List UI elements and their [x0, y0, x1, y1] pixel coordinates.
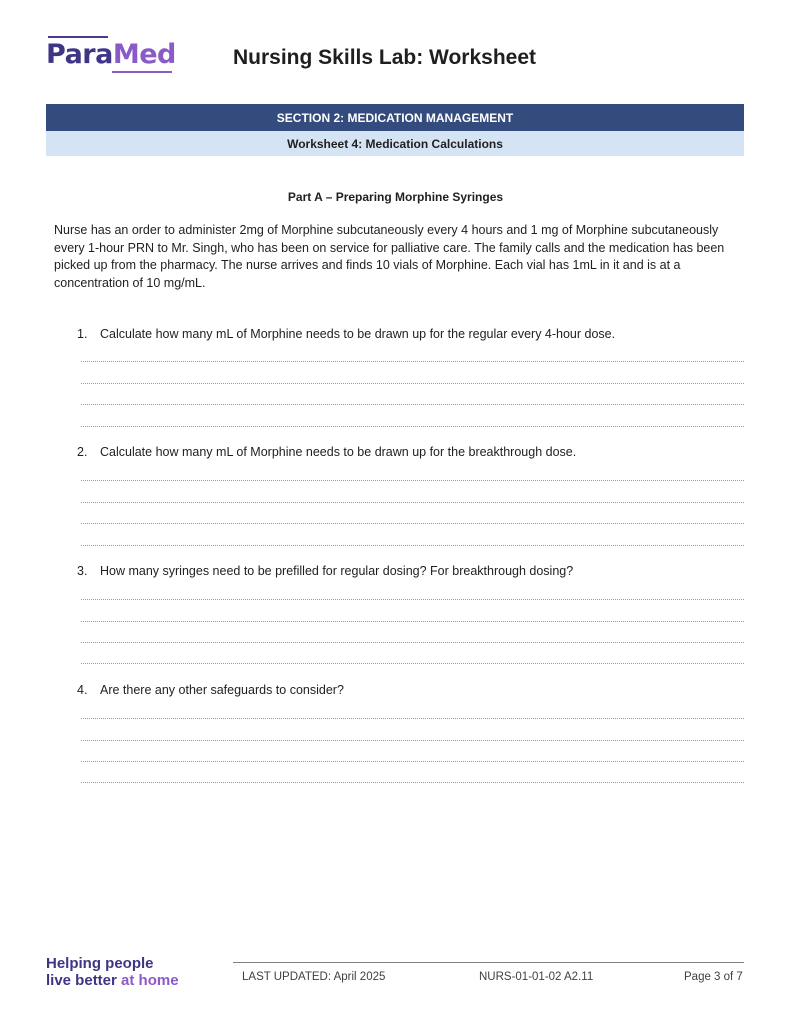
worksheet-banner: [46, 131, 744, 156]
last-updated: LAST UPDATED: April 2025: [242, 971, 386, 983]
part-a-title: Part A – Preparing Morphine Syringes: [287, 190, 504, 204]
worksheet-title: Worksheet 4: Medication Calculations: [287, 136, 503, 151]
question-number: 1.: [77, 327, 88, 341]
question-1-text: [77, 326, 744, 342]
answer-line[interactable]: [81, 642, 744, 643]
answer-line[interactable]: [81, 718, 744, 719]
section-title: SECTION 2: MEDICATION MANAGEMENT: [276, 110, 514, 125]
logo-underline: [112, 71, 172, 73]
answer-line[interactable]: [81, 404, 744, 405]
footer-divider: [233, 962, 744, 963]
document-code: NURS-01-01-02 A2.11: [479, 971, 594, 983]
answer-line[interactable]: [81, 761, 744, 762]
answer-line[interactable]: [81, 621, 744, 622]
document-title: Nursing Skills Lab: Worksheet: [233, 46, 537, 69]
question-4: [77, 682, 744, 698]
answer-line[interactable]: [81, 361, 744, 362]
question-3: [77, 563, 744, 579]
logo-text-med: Med: [112, 39, 176, 70]
paramed-logo: [46, 34, 174, 76]
question-number: 2.: [77, 445, 88, 459]
question-number: 3.: [77, 564, 88, 578]
logo-text-para: Para: [46, 39, 113, 70]
tagline-accent: at home: [121, 972, 179, 989]
question-2-text: [77, 444, 744, 460]
answer-line[interactable]: [81, 599, 744, 600]
tagline-line-2: [46, 972, 179, 989]
page-number: Page 3 of 7: [684, 971, 743, 983]
question-2: [77, 444, 744, 460]
answer-line[interactable]: [81, 523, 744, 524]
question-1: [77, 326, 744, 342]
logo-wordmark: [46, 41, 176, 68]
question-prompt: Calculate how many mL of Morphine needs to be drawn up for the breakthrough dose.: [100, 445, 577, 459]
question-prompt: How many syringes need to be prefilled for regular dosing? For breakthrough dosing?: [100, 564, 574, 578]
answer-line[interactable]: [81, 502, 744, 503]
answer-line[interactable]: [81, 782, 744, 783]
answer-line[interactable]: [81, 426, 744, 427]
section-banner: [46, 104, 744, 131]
tagline-line-2-start: live better: [46, 972, 122, 989]
answer-line[interactable]: [81, 480, 744, 481]
question-3-text: [77, 563, 744, 579]
footer-tagline: [46, 955, 179, 989]
scenario-paragraph: Nurse has an order to administer 2mg of Morphine subcutaneously every 4 hours and 1 mg of Morphine subcutaneously every 1-hour PRN to Mr. Singh, who has been on service for palliative care. The family calls and the medication has been picked up from the pharmacy. The nurse arrives and finds 10 vials of Morphine. Each vial has 1mL in it and is at a concentration of 10 mg/mL.: [54, 223, 725, 290]
question-prompt: Calculate how many mL of Morphine needs to be drawn up for the regular every 4-hour dose.: [100, 327, 616, 341]
question-4-text: [77, 682, 744, 698]
logo-overline: [48, 36, 108, 38]
answer-line[interactable]: [81, 383, 744, 384]
question-number: 4.: [77, 683, 88, 697]
answer-line[interactable]: [81, 740, 744, 741]
answer-line[interactable]: [81, 545, 744, 546]
tagline-line-1: Helping people: [46, 955, 154, 972]
question-prompt: Are there any other safeguards to consider?: [100, 683, 344, 697]
answer-line[interactable]: [81, 663, 744, 664]
